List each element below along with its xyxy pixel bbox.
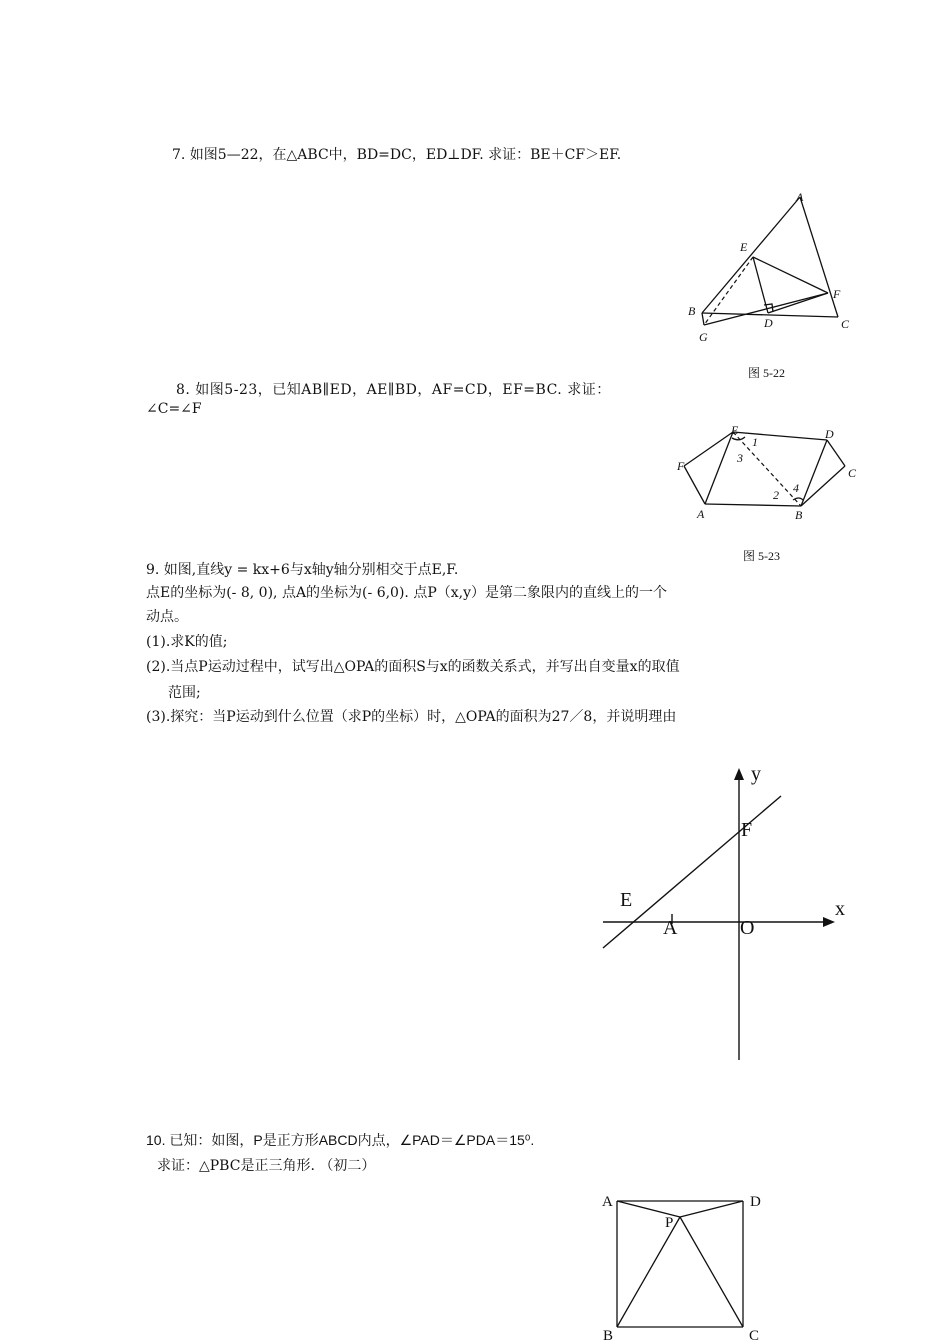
- x-axis-label: x: [835, 898, 845, 920]
- origin-label: O: [740, 917, 755, 939]
- square-label-d: D: [750, 1194, 761, 1210]
- y-axis-label: y: [751, 763, 761, 785]
- fig522-label-c: C: [841, 317, 850, 331]
- square-figure: [595, 1185, 775, 1344]
- q10-line2: 求证：△PBC是正三角形. （初二）: [157, 1158, 376, 1174]
- q9-line1: 9. 如图,直线y = kx+6与x轴y轴分别相交于点E,F.: [146, 562, 459, 578]
- q9-line7: (3).探究：当P运动到什么位置（求P的坐标）时，△OPA的面积为27／8，并说明理由: [146, 709, 677, 725]
- fig522-caption: 图 5-22: [748, 366, 785, 380]
- fig522-label-e: E: [740, 240, 748, 254]
- fig523-label-a: A: [697, 507, 705, 521]
- fig523-label-d: D: [825, 427, 834, 441]
- fig522-label-a: A: [796, 190, 804, 204]
- fig522-label-b: B: [688, 304, 696, 318]
- q7-text: 7. 如图5—22，在△ABC中，BD=DC，ED⊥DF. 求证：BE＋CF＞EF.: [172, 147, 622, 163]
- fig523-caption: 图 5-23: [743, 549, 780, 563]
- coordinate-figure: [595, 760, 865, 1070]
- q8-line2: ∠C=∠F: [146, 401, 202, 417]
- fig522-label-f: F: [833, 287, 841, 301]
- square-label-c: C: [749, 1328, 760, 1344]
- point-a-label: A: [663, 917, 678, 939]
- fig523-label-4: 4: [793, 481, 799, 495]
- fig523-label-f: F: [677, 459, 685, 473]
- q8-line1: 8. 如图5-23，已知AB∥ED，AE∥BD，AF=CD，EF=BC. 求证：: [176, 382, 611, 398]
- q10-line1: 10. 已知：如图，P是正方形ABCD内点，∠PAD＝∠PDA＝15⁰.: [146, 1132, 535, 1148]
- fig523-label-b: B: [795, 508, 803, 522]
- figure-5-23: [675, 420, 865, 570]
- fig522-label-g: G: [699, 330, 708, 344]
- q9-line6: 范围;: [168, 685, 201, 701]
- fig523-label-1: 1: [752, 435, 758, 449]
- fig522-label-d: D: [764, 316, 773, 330]
- point-e-label: E: [620, 889, 633, 911]
- fig523-label-e: E: [731, 423, 739, 437]
- fig523-label-c: C: [848, 466, 857, 480]
- figure-5-22: [680, 185, 860, 385]
- square-label-b: B: [603, 1328, 614, 1344]
- fig523-label-3: 3: [737, 451, 743, 465]
- fig523-label-2: 2: [773, 488, 779, 502]
- q9-line2: 点E的坐标为(- 8, 0), 点A的坐标为(- 6,0). 点P（x,y）是第二象限内的直线上的一个: [146, 585, 667, 601]
- square-label-a: A: [602, 1194, 613, 1210]
- q9-line4: (1).求K的值;: [146, 634, 228, 650]
- square-label-p: P: [665, 1215, 674, 1231]
- q9-line5: (2).当点P运动过程中，试写出△OPA的面积S与x的函数关系式，并写出自变量x的取值: [146, 659, 680, 675]
- point-f-label: F: [741, 819, 753, 841]
- q9-line3: 动点。: [146, 609, 188, 625]
